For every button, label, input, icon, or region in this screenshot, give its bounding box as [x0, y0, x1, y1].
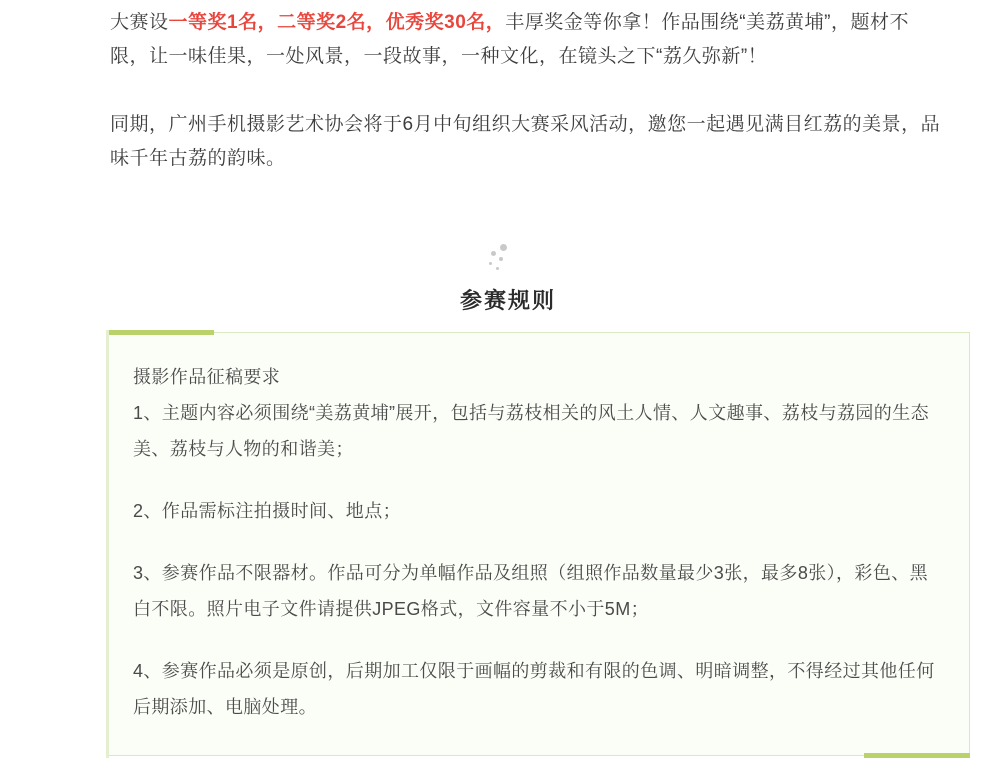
rules-heading: 摄影作品征稿要求: [133, 367, 281, 387]
intro-paragraph-1-prefix: 大赛设: [110, 12, 169, 33]
section-title: 参赛规则: [459, 288, 556, 314]
rule-item-4: 4、参赛作品必须是原创，后期加工仅限于画幅的剪裁和有限的色调、明暗调整，不得经过其他任何后期添加、电脑处理。: [133, 661, 935, 717]
accent-bar-bottom: [864, 753, 970, 758]
rule-item-1: 1、主题内容必须围绕“美荔黄埔”展开，包括与荔枝相关的风土人情、人文趣事、荔枝与荔园的生态美、荔枝与人物的和谐美；: [133, 403, 929, 459]
intro-paragraph-2: 同期，广州手机摄影艺术协会将于6月中旬组织大赛采风活动，邀您一起遇见满目红荔的美景，品味千年古荔的韵味。: [110, 114, 941, 169]
section-title-area: [0, 242, 1000, 314]
intro-paragraph-1-suffix: 丰厚奖金等你拿！作品围绕“美荔黄埔”，题材不限，让一味佳果，一处风景，一段故事，一种文化，在镜头之下“荔久弥新”！: [110, 12, 909, 67]
accent-bar-top: [108, 330, 214, 335]
rule-item-2: 2、作品需标注拍摄时间、地点；: [133, 501, 402, 521]
rule-item-3: 3、参赛作品不限器材。作品可分为单幅作品及组照（组照作品数量最少3张，最多8张），彩色、黑白不限。照片电子文件请提供JPEG格式，文件容量不小于5M；: [133, 563, 929, 619]
intro-paragraph-1: [110, 0, 944, 74]
rules-box: [108, 332, 970, 756]
dots-decoration-icon: [486, 242, 516, 272]
intro-section: [0, 0, 1000, 176]
accent-edge-left: [106, 330, 109, 758]
prize-highlight-text: 一等奖1名，二等奖2名，优秀奖30名，: [168, 12, 506, 33]
